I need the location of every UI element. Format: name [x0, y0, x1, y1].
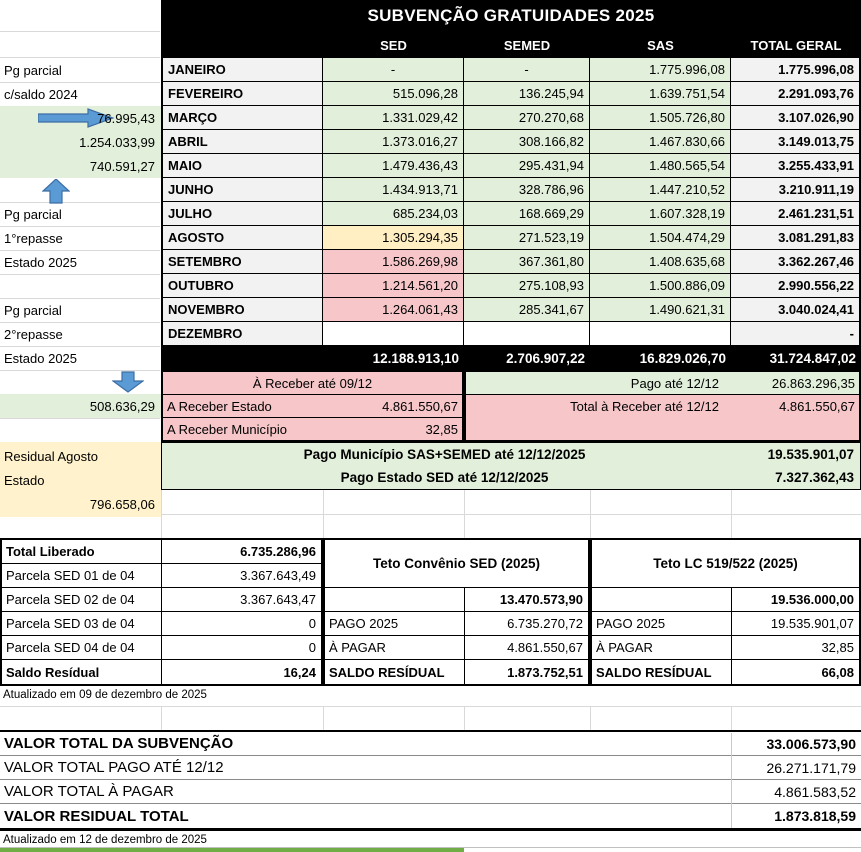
sas-cell[interactable]: 1.504.474,29 [590, 226, 731, 250]
sidebar-value[interactable]: 508.636,29 [0, 394, 161, 418]
teto-lc-label: SALDO RESÍDUAL [592, 660, 732, 684]
valor-label: VALOR TOTAL DA SUBVENÇÃO [4, 735, 234, 752]
sed-cell[interactable]: 1.586.269,98 [323, 250, 464, 274]
sidebar-note[interactable]: Pg parcial [4, 206, 62, 222]
total-cell[interactable]: 3.362.267,46 [731, 250, 859, 274]
semed-cell[interactable]: 308.166,82 [464, 130, 590, 154]
gridline [590, 490, 591, 538]
sidebar-note[interactable]: Pg parcial [4, 62, 62, 78]
total-receber-row[interactable] [466, 395, 859, 417]
liberado-value: 16,24 [283, 664, 316, 680]
column-header-total[interactable]: TOTAL GERAL [750, 37, 842, 53]
total-cell[interactable]: 1.775.996,08 [731, 58, 859, 82]
teto-lc-cap-label [592, 588, 732, 611]
liberado-label: Parcela SED 02 de 04 [2, 588, 162, 611]
sas-cell[interactable]: 1.467.830,66 [590, 130, 731, 154]
teto-sed-row[interactable] [325, 612, 588, 636]
sas-cell[interactable]: 1.408.635,68 [590, 250, 731, 274]
gridline [464, 490, 465, 538]
table-row [163, 154, 859, 178]
sed-cell[interactable]: - [323, 58, 464, 82]
column-header-row [161, 32, 861, 58]
pago-receber-box [464, 370, 861, 442]
teto-sed-value: 4.861.550,67 [507, 640, 583, 655]
residual-line: Estado [4, 472, 45, 488]
table-row [163, 178, 859, 202]
valor-label: VALOR RESIDUAL TOTAL [4, 807, 189, 825]
pago-ate-label: Pago até 12/12 [630, 375, 719, 391]
table-row [163, 202, 859, 226]
teto-lc-title[interactable]: Teto LC 519/522 (2025) [592, 540, 859, 588]
gridline [161, 514, 861, 515]
teto-sed-row[interactable] [325, 660, 588, 684]
down-arrow-icon [112, 371, 144, 393]
table-row [163, 106, 859, 130]
pago-municipio-label: Pago Município SAS+SEMED até 12/12/2025 [303, 447, 586, 462]
teto-lc-row[interactable] [592, 612, 859, 636]
teto-lc-value: 19.535.901,07 [770, 616, 854, 631]
total-cell[interactable]: 2.291.093,76 [731, 82, 859, 106]
valor-value: 26.271.171,79 [766, 759, 856, 776]
month-cell[interactable]: SETEMBRO [163, 250, 323, 274]
valor-value: 4.861.583,52 [774, 783, 856, 800]
teto-lc-label: À PAGAR [592, 636, 732, 659]
teto-lc-row[interactable] [592, 660, 859, 684]
liberado-row[interactable] [2, 564, 321, 588]
pago-estado-row[interactable] [162, 466, 860, 489]
semed-cell[interactable]: - [464, 58, 590, 82]
teto-convenio-sed-table [323, 538, 590, 686]
semed-cell[interactable]: 367.361,80 [464, 250, 590, 274]
semed-cell[interactable]: 168.669,29 [464, 202, 590, 226]
sed-cell[interactable]: 1.264.061,43 [323, 298, 464, 322]
sas-cell[interactable]: 1.639.751,54 [590, 82, 731, 106]
sed-cell[interactable]: 1.331.029,42 [323, 106, 464, 130]
total-liberado-table [0, 538, 323, 686]
residual-agosto-block[interactable] [0, 442, 161, 517]
total-cell[interactable]: 2.990.556,22 [731, 274, 859, 298]
footnote-09-dez: Atualizado em 09 de dezembro de 2025 [3, 689, 207, 701]
residual-line: Residual Agosto [4, 448, 98, 464]
gridline [0, 418, 160, 419]
page-title[interactable]: SUBVENÇÃO GRATUIDADES 2025 [367, 6, 655, 25]
pago-ate-value: 26.863.296,35 [771, 375, 855, 391]
liberado-value: 0 [308, 616, 316, 631]
totals-row [161, 346, 861, 370]
a-receber-estado-value: 4.861.550,67 [382, 398, 458, 414]
liberado-label: Total Liberado [2, 540, 162, 563]
teto-sed-row[interactable] [325, 588, 588, 612]
total-cell[interactable]: 3.040.024,41 [731, 298, 859, 322]
column-header-sed[interactable]: SED [380, 37, 407, 53]
liberado-label: Parcela SED 03 de 04 [2, 612, 162, 635]
semed-cell[interactable]: 285.341,67 [464, 298, 590, 322]
totals-sas[interactable]: 16.829.026,70 [639, 350, 726, 366]
semed-cell[interactable]: 136.245,94 [464, 82, 590, 106]
pago-estado-label: Pago Estado SED até 12/12/2025 [340, 470, 549, 485]
sas-cell[interactable]: 1.447.210,52 [590, 178, 731, 202]
teto-lc-cap-value: 19.536.000,00 [770, 592, 854, 607]
total-cell[interactable]: 3.149.013,75 [731, 130, 859, 154]
valor-value: 1.873.818,59 [774, 808, 856, 824]
sidebar-value[interactable]: 1.254.033,99 [79, 134, 155, 150]
monthly-table [161, 56, 861, 346]
sidebar-value[interactable]: 740.591,27 [89, 158, 155, 174]
sas-cell[interactable]: 1.775.996,08 [590, 58, 731, 82]
liberado-row[interactable] [2, 588, 321, 612]
a-receber-estado-row[interactable] [163, 395, 462, 418]
liberado-label: Parcela SED 04 de 04 [2, 636, 162, 659]
teto-lc-value: 32,85 [821, 640, 854, 655]
sas-cell[interactable]: 1.607.328,19 [590, 202, 731, 226]
sidebar-note[interactable]: Estado 2025 [4, 254, 78, 270]
sidebar-note[interactable]: 2°repasse [4, 326, 63, 342]
totals-empty-cell[interactable] [161, 346, 323, 370]
teto-sed-label: PAGO 2025 [325, 612, 465, 635]
table-row [163, 226, 859, 250]
teto-sed-label: SALDO RESÍDUAL [325, 660, 465, 684]
pago-ate-row[interactable] [466, 372, 859, 395]
column-header-sas[interactable]: SAS [647, 37, 674, 53]
gridline [323, 490, 324, 538]
gridline [590, 706, 591, 730]
a-receber-box [161, 370, 464, 442]
liberado-label: Saldo Resídual [2, 660, 162, 684]
column-header-empty[interactable] [161, 32, 323, 58]
liberado-value: 3.367.643,47 [240, 592, 316, 607]
sas-cell[interactable]: 1.480.565,54 [590, 154, 731, 178]
month-cell[interactable]: DEZEMBRO [163, 322, 323, 346]
sidebar-note[interactable]: Pg parcial [4, 302, 62, 318]
bottom-green-strip [0, 848, 464, 852]
teto-sed-cap-label [325, 588, 465, 611]
month-cell[interactable]: JANEIRO [163, 58, 323, 82]
gridline [731, 706, 732, 730]
sidebar-note[interactable]: 1°repasse [4, 230, 63, 246]
table-row [163, 274, 859, 298]
column-header-semed[interactable]: SEMED [503, 37, 551, 53]
total-cell[interactable]: 3.210.911,19 [731, 178, 859, 202]
total-cell[interactable]: 3.081.291,83 [731, 226, 859, 250]
liberado-row[interactable] [2, 636, 321, 660]
a-receber-municipio-label: A Receber Município [167, 421, 287, 437]
liberado-value: 6.735.286,96 [240, 544, 316, 559]
sed-cell[interactable]: 1.434.913,71 [323, 178, 464, 202]
sidebar-note[interactable]: Estado 2025 [4, 350, 78, 366]
sed-cell[interactable]: 685.234,03 [323, 202, 464, 226]
pago-municipio-row[interactable] [162, 443, 860, 466]
sed-cell[interactable]: 1.305.294,35 [323, 226, 464, 250]
liberado-row[interactable] [2, 660, 321, 684]
month-cell[interactable]: NOVEMBRO [163, 298, 323, 322]
gridline [323, 706, 324, 730]
semed-cell[interactable]: 271.523,19 [464, 226, 590, 250]
sas-cell[interactable] [590, 322, 731, 346]
valor-value: 33.006.573,90 [766, 735, 856, 752]
pago-estado-value: 7.327.362,43 [775, 470, 854, 485]
footnote-12-dez: Atualizado em 12 de dezembro de 2025 [3, 834, 207, 846]
semed-cell[interactable]: 275.108,93 [464, 274, 590, 298]
total-receber-label: Total à Receber até 12/12 [570, 398, 719, 414]
semed-cell[interactable]: 328.786,96 [464, 178, 590, 202]
liberado-row[interactable] [2, 540, 321, 564]
sidebar-value[interactable]: 76.995,43 [97, 110, 155, 126]
valor-label: VALOR TOTAL PAGO ATÉ 12/12 [4, 759, 224, 776]
total-cell[interactable]: - [731, 322, 859, 346]
teto-lc-row[interactable] [592, 588, 859, 612]
table-row [163, 130, 859, 154]
valor-label: VALOR TOTAL À PAGAR [4, 783, 174, 800]
a-receber-title[interactable]: À Receber até 09/12 [163, 372, 462, 395]
up-arrow-icon [42, 179, 70, 204]
teto-sed-title[interactable]: Teto Convênio SED (2025) [325, 540, 588, 588]
table-row [163, 58, 859, 82]
sed-cell[interactable]: 1.373.016,27 [323, 130, 464, 154]
gridline [464, 706, 465, 730]
table-row [163, 298, 859, 322]
pago-summary-box [161, 442, 861, 490]
month-cell[interactable]: MAIO [163, 154, 323, 178]
semed-cell[interactable] [464, 322, 590, 346]
gridline [731, 733, 732, 828]
gridline [731, 490, 732, 538]
gridline [161, 490, 162, 538]
sas-cell[interactable]: 1.490.621,31 [590, 298, 731, 322]
sed-cell[interactable]: 1.479.436,43 [323, 154, 464, 178]
month-cell[interactable]: AGOSTO [163, 226, 323, 250]
residual-value: 796.658,06 [89, 496, 155, 512]
table-row [163, 250, 859, 274]
sed-cell[interactable]: 1.214.561,20 [323, 274, 464, 298]
table-row [163, 322, 859, 346]
total-receber-value: 4.861.550,67 [779, 398, 855, 414]
sed-cell[interactable] [323, 322, 464, 346]
teto-lc-row[interactable] [592, 636, 859, 660]
gridline [0, 274, 160, 275]
semed-cell[interactable]: 295.431,94 [464, 154, 590, 178]
liberado-label: Parcela SED 01 de 04 [2, 564, 162, 587]
table-row [163, 82, 859, 106]
table-header-block [161, 0, 861, 58]
month-cell[interactable]: MARÇO [163, 106, 323, 130]
teto-sed-value: 6.735.270,72 [507, 616, 583, 631]
month-cell[interactable]: JULHO [163, 202, 323, 226]
teto-sed-label: À PAGAR [325, 636, 465, 659]
teto-lc-label: PAGO 2025 [592, 612, 732, 635]
totals-semed[interactable]: 2.706.907,22 [506, 350, 585, 366]
a-receber-estado-label: A Receber Estado [167, 398, 272, 414]
totals-total-geral[interactable]: 31.724.847,02 [769, 350, 856, 366]
a-receber-municipio-row[interactable] [163, 418, 462, 440]
total-cell[interactable]: 3.107.026,90 [731, 106, 859, 130]
total-cell[interactable]: 3.255.433,91 [731, 154, 859, 178]
month-cell[interactable]: ABRIL [163, 130, 323, 154]
teto-lc-value: 66,08 [821, 664, 854, 680]
teto-sed-cap-value: 13.470.573,90 [499, 592, 583, 607]
pago-municipio-value: 19.535.901,07 [767, 447, 854, 462]
sas-cell[interactable]: 1.505.726,80 [590, 106, 731, 130]
teto-sed-value: 1.873.752,51 [507, 664, 583, 680]
sas-cell[interactable]: 1.500.886,09 [590, 274, 731, 298]
a-receber-municipio-value: 32,85 [425, 421, 458, 437]
sed-cell[interactable]: 515.096,28 [323, 82, 464, 106]
sidebar-note[interactable]: c/saldo 2024 [4, 86, 78, 102]
month-cell[interactable]: OUTUBRO [163, 274, 323, 298]
month-cell[interactable]: JUNHO [163, 178, 323, 202]
gridline [161, 706, 162, 730]
totals-sed[interactable]: 12.188.913,10 [372, 350, 459, 366]
teto-sed-row[interactable] [325, 636, 588, 660]
liberado-value: 0 [308, 640, 316, 655]
liberado-row[interactable] [2, 612, 321, 636]
teto-lc-table [590, 538, 861, 686]
empty-pink-row[interactable] [466, 418, 859, 440]
gridline [0, 31, 160, 32]
total-cell[interactable]: 2.461.231,51 [731, 202, 859, 226]
semed-cell[interactable]: 270.270,68 [464, 106, 590, 130]
liberado-value: 3.367.643,49 [240, 568, 316, 583]
month-cell[interactable]: FEVEREIRO [163, 82, 323, 106]
